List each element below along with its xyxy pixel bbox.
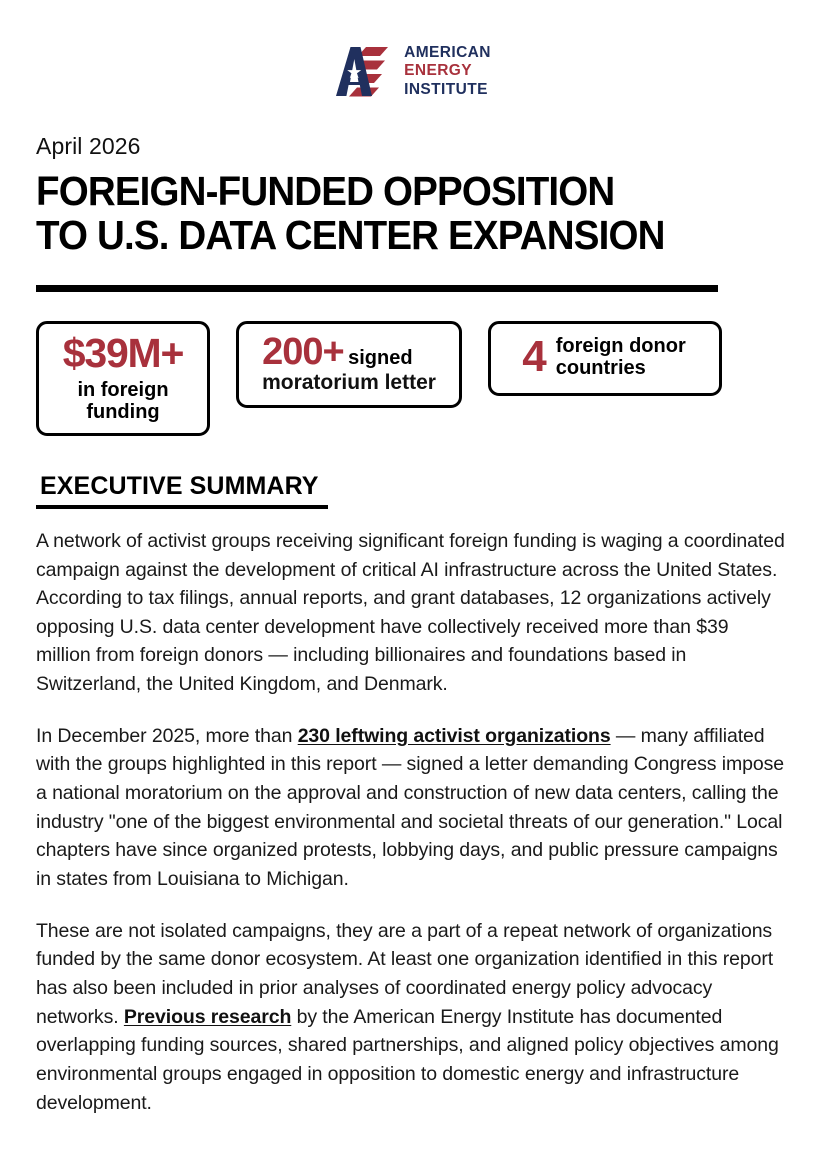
stat-label-line-2: countries <box>555 357 646 380</box>
logo-word-institute: INSTITUTE <box>404 80 488 98</box>
stat-label-line-2: moratorium letter <box>262 370 436 394</box>
link-230-leftwing-activist-organizations[interactable]: 230 leftwing activist organizations <box>297 724 611 747</box>
page-content <box>0 133 824 1117</box>
stat-content <box>262 330 436 394</box>
stat-value: 200+ <box>262 330 344 373</box>
paragraph-3 <box>36 917 788 1118</box>
stat-label-line-1: in foreign <box>77 378 169 401</box>
publication-date: April 2026 <box>36 132 141 159</box>
logo-mark-icon <box>333 45 393 97</box>
executive-summary-section <box>36 472 788 509</box>
logo-wordmark <box>404 44 491 99</box>
logo-word-energy: ENERGY <box>404 62 472 80</box>
paragraph-2 <box>36 722 788 894</box>
paragraph-2-text-before: In December 2025, more than <box>36 724 298 747</box>
stat-label-line-1: foreign donor <box>555 334 686 357</box>
stat-box-moratorium-letter <box>236 321 462 408</box>
stat-box-donor-countries <box>488 321 722 396</box>
section-heading: EXECUTIVE SUMMARY <box>40 471 319 500</box>
paragraph-3-text-before: These are not isolated campaigns, they are a part of a repeat network of organizations funded by the same donor ecosystem. At least one organization identified in this report has also been included in prior analyses of coordinated energy policy advocacy networks. <box>36 919 774 1028</box>
stat-label-line-2: funding <box>86 401 160 424</box>
page-title-line-1: FOREIGN-FUNDED OPPOSITION <box>36 167 615 214</box>
stat-value: $39M+ <box>62 329 184 376</box>
stat-value: 4 <box>522 332 546 382</box>
section-divider <box>36 505 328 509</box>
link-previous-research[interactable]: Previous research <box>123 1005 292 1028</box>
logo-word-american: AMERICAN <box>404 44 491 61</box>
logo-band <box>0 0 824 99</box>
american-energy-institute-logo <box>333 44 491 99</box>
stat-box-foreign-funding <box>36 321 210 436</box>
body-copy <box>36 527 788 1117</box>
page-title-line-2: TO U.S. DATA CENTER EXPANSION <box>36 212 665 259</box>
paragraph-3-text-after: by the American Energy Institute has documented overlapping funding sources, shared partnerships, and aligned policy objectives among environmental groups engaged in opposition to domestic energy and infrastructure development. <box>36 1005 779 1114</box>
page-title <box>36 169 743 258</box>
stat-label <box>77 379 168 424</box>
paragraph-1: A network of activist groups receiving significant foreign funding is waging a coordinated campaign against the development of critical AI infrastructure across the United States. According to tax filings, annual reports, and grant databases, 12 organizations actively opposing U.S. data center development have collectively received more than $39 million from foreign donors — including billionaires and foundations based in Switzerland, the United Kingdom, and Denmark. <box>36 529 785 696</box>
paragraph-2-text-after: — many affiliated with the groups highlighted in this report — signed a letter demanding Congress impose a national moratorium on the approval and construction of new data centers, calling the industry "one of the biggest environmental and societal threats of our generation." Local chapters have since organized protests, lobbying days, and public pressure campaigns in states from Louisiana to Michigan. <box>36 724 784 891</box>
stat-label-line-1: signed <box>348 346 413 369</box>
stat-content <box>522 332 686 382</box>
stat-label <box>556 335 686 380</box>
stat-box-group <box>36 321 788 436</box>
title-divider <box>36 285 718 292</box>
